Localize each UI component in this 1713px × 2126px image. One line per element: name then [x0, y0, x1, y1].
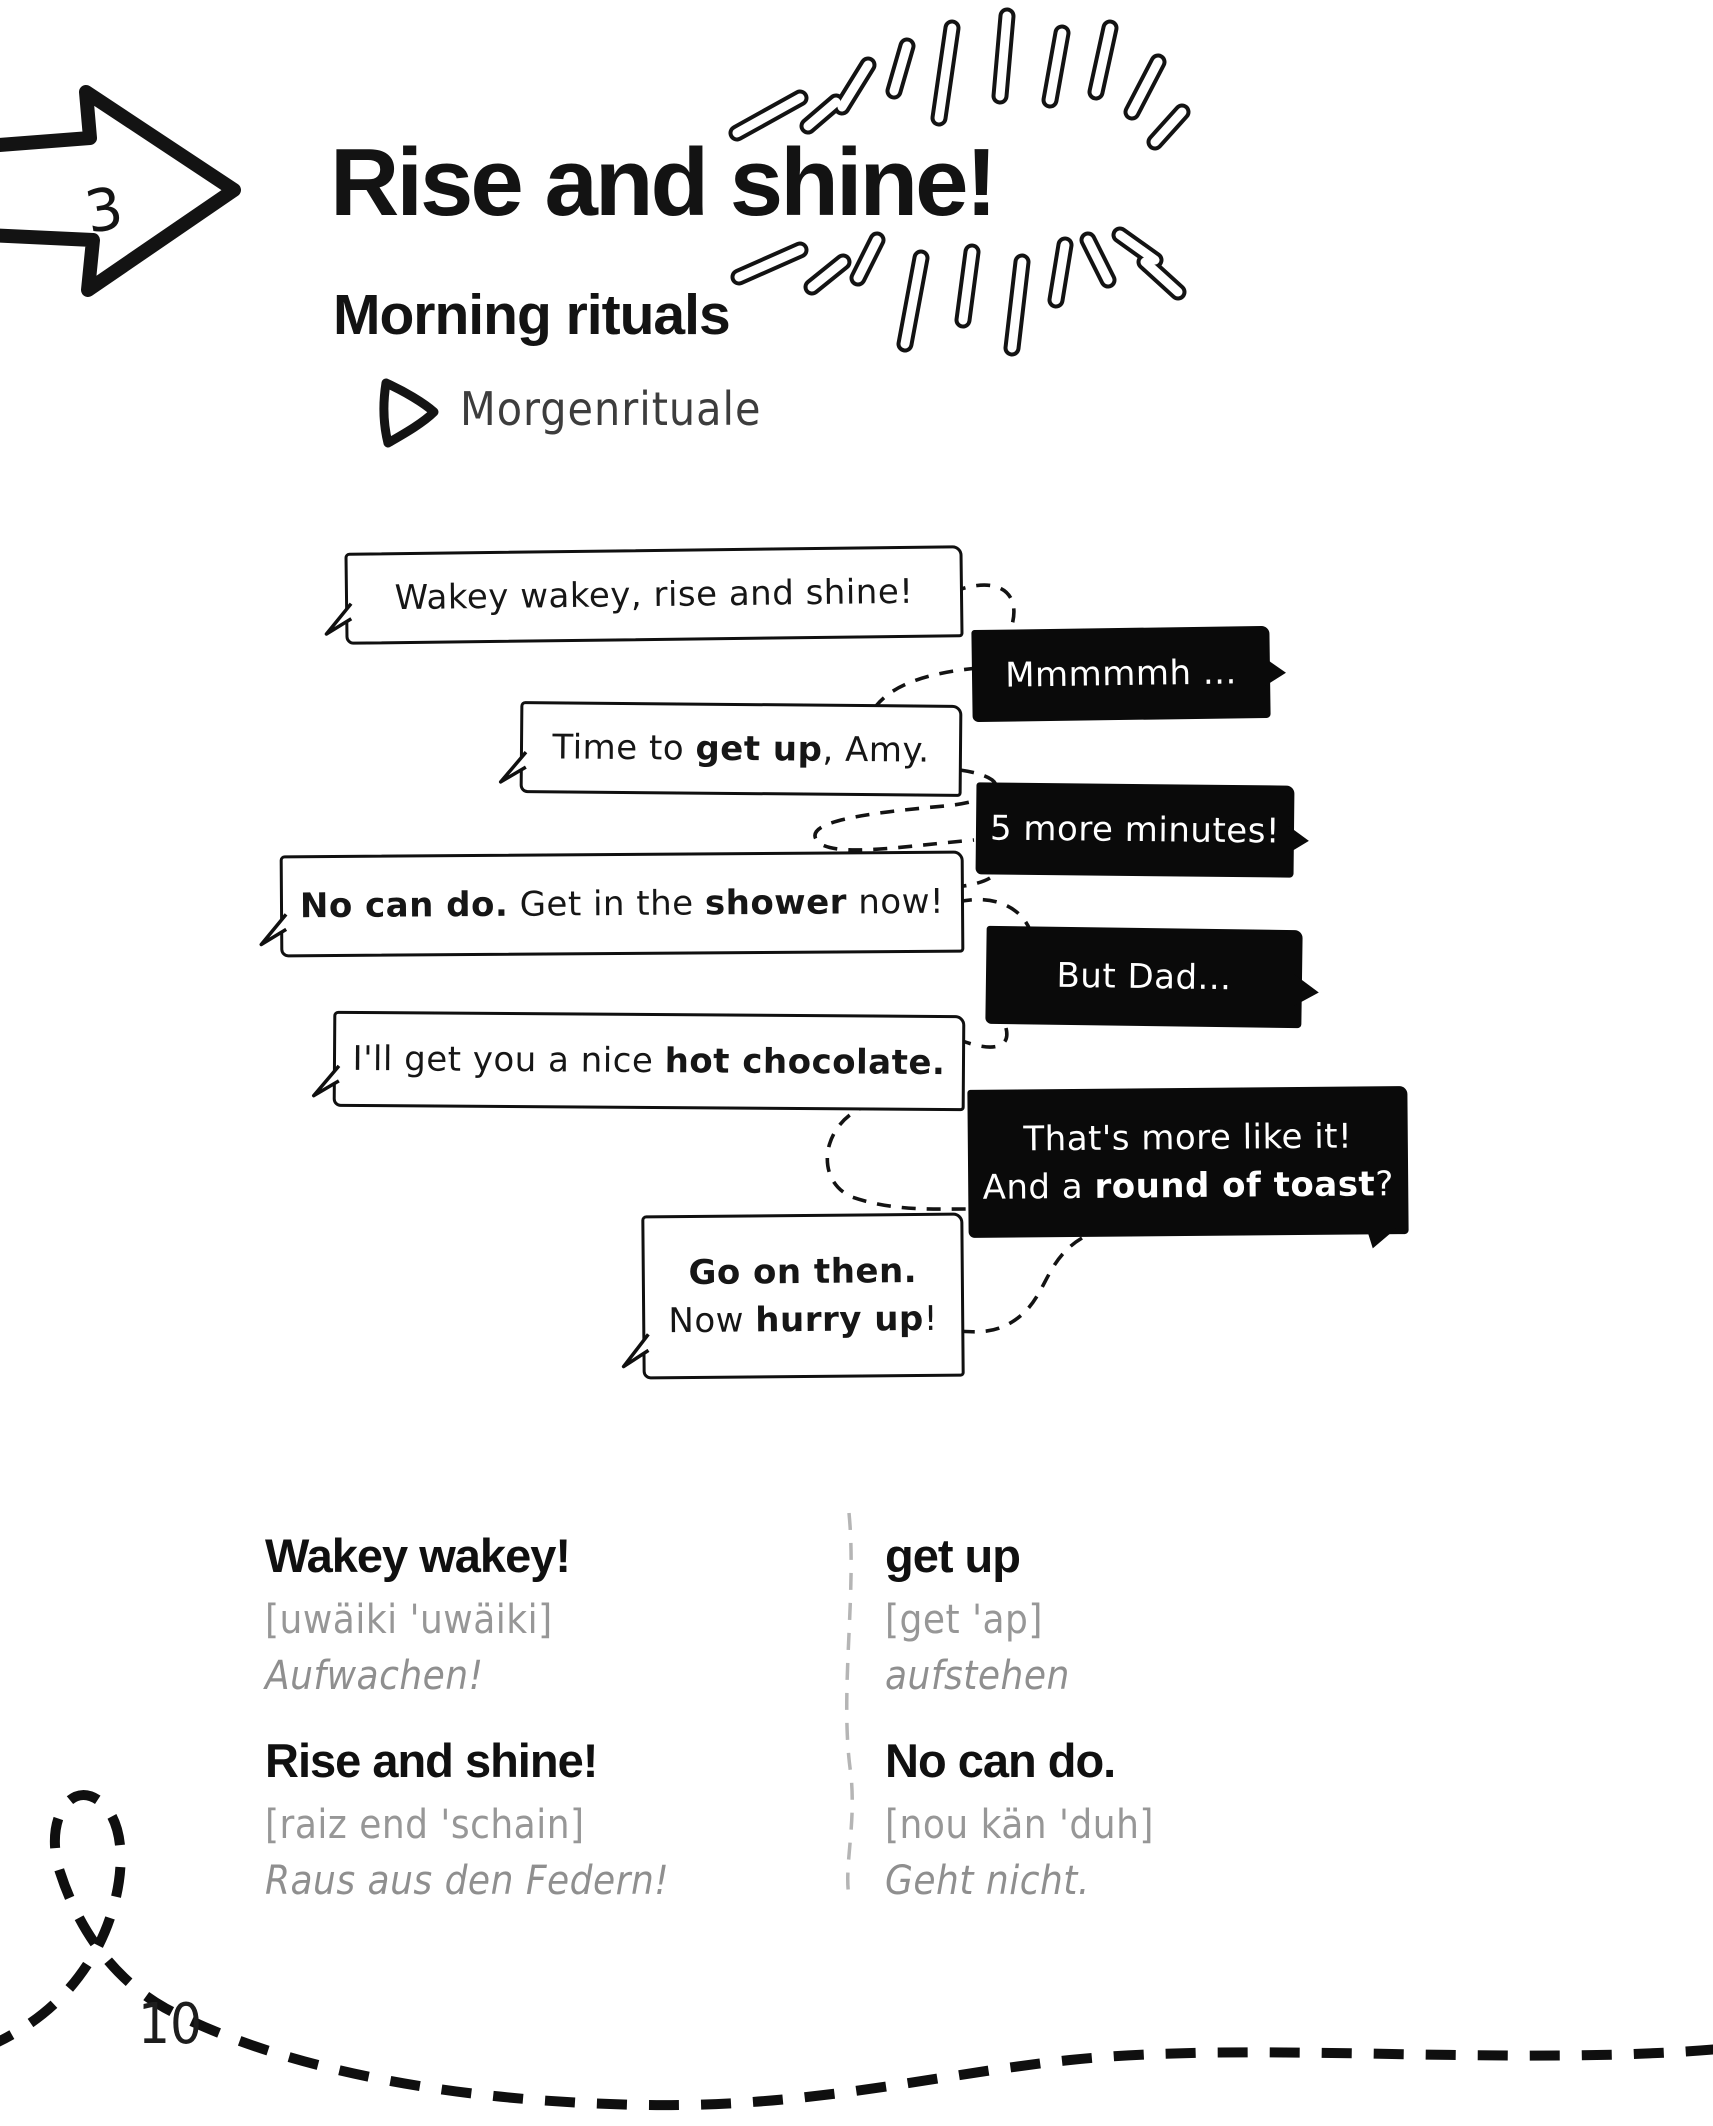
bubble-tail	[1288, 826, 1310, 856]
vocab-phonetic: [uwäiki 'uwäiki]	[265, 1597, 553, 1643]
page-title: Rise and shine!	[330, 129, 995, 236]
vocab-term: get up	[885, 1529, 1020, 1582]
vocab-translation: aufstehen	[885, 1653, 1070, 1699]
bubble-tail	[1294, 974, 1320, 1008]
speech-bubble: Time to get up, Amy.	[520, 701, 963, 797]
vocab-entry	[265, 1528, 570, 1699]
bubble-tail	[322, 600, 354, 640]
speech-bubble: Wakey wakey, rise and shine!	[344, 545, 963, 645]
vocab-term: No can do.	[885, 1734, 1116, 1787]
bubble-tail	[310, 1062, 342, 1102]
speech-bubble: Mmmmmh ...	[971, 626, 1270, 722]
bubble-tail	[1367, 1228, 1399, 1250]
vocab-entry	[885, 1528, 1070, 1699]
speech-bubble: 5 more minutes!	[976, 782, 1295, 877]
page-number: 10	[138, 1992, 203, 2057]
vocab-phonetic: [get 'ap]	[885, 1597, 1043, 1643]
bubble-tail	[1265, 658, 1287, 688]
vocab-phonetic: [raiz end 'schain]	[265, 1802, 585, 1848]
bubble-tail	[257, 910, 289, 950]
bubble-tail	[497, 748, 529, 788]
speech-bubble: But Dad...	[985, 926, 1302, 1028]
speech-bubble: I'll get you a nice hot chocolate.	[333, 1011, 966, 1111]
bubble-tail	[619, 1330, 651, 1372]
vocab-translation: Raus aus den Federn!	[265, 1858, 670, 1904]
vocab-term: Rise and shine!	[265, 1734, 598, 1787]
vocab-translation: Geht nicht.	[885, 1858, 1090, 1904]
page-subtitle: Morning rituals	[333, 283, 730, 347]
vocab-translation: Aufwachen!	[265, 1653, 484, 1699]
vocab-term: Wakey wakey!	[265, 1529, 570, 1582]
subtitle-translation: Morgenrituale	[460, 382, 762, 436]
chapter-number: 3	[79, 173, 129, 247]
play-icon	[372, 376, 450, 450]
vocab-phonetic: [nou kän 'duh]	[885, 1802, 1154, 1848]
speech-bubble: Go on then. Now hurry up!	[641, 1213, 964, 1380]
speech-bubble: That's more like it! And a round of toast?	[967, 1086, 1408, 1238]
speech-bubble: No can do. Get in the shower now!	[280, 851, 965, 958]
bottom-dashed-doodle	[0, 1760, 1713, 2126]
